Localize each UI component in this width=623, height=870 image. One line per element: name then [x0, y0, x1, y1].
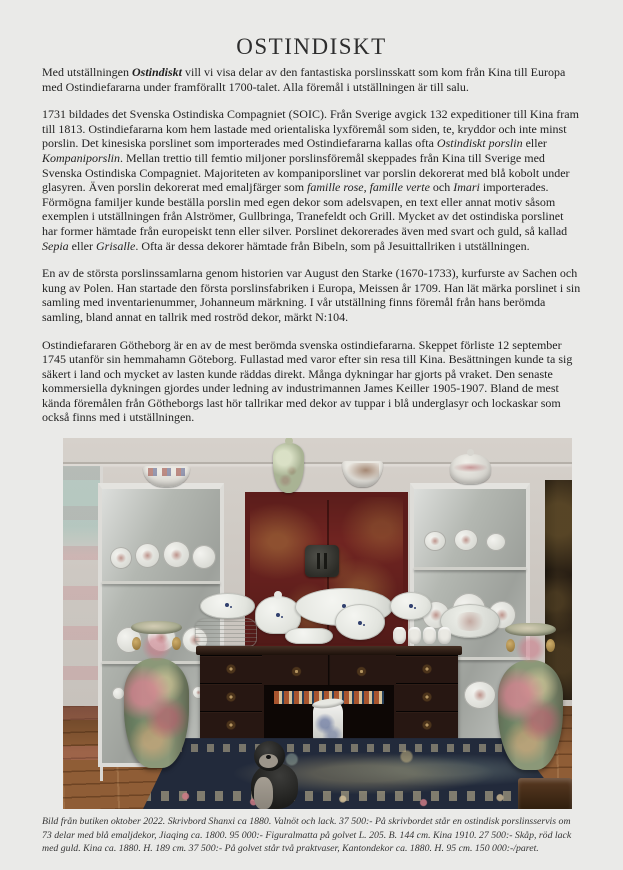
covered-tureen-on-right-cabinet	[450, 454, 491, 484]
round-plate	[390, 592, 432, 620]
covered-box	[424, 531, 446, 551]
vase-handle	[132, 637, 141, 650]
plate	[110, 547, 132, 569]
sugar-jar-row	[393, 622, 453, 644]
oval-platter	[200, 593, 255, 619]
canton-vase-right	[497, 623, 564, 773]
plate	[135, 543, 160, 568]
paragraph-soic-history: 1731 bildades det Svenska Ostindiska Compagniet (SOIC). Från Sverige avgick 132 expeditioner till Kina fram till 1813. Ostindiefararna kom hem lastade med orientaliska lyxföremål som siden, te, kryddor och inte minst porslin. Det kinesiska porslinet som importerades med Ostindiefararna kallas ofta Ostindiskt porslin eller Kompaniporslin. Mellan trettio till femtio miljoner porslinsföremål skeppades från Kina till Sverige med Svenska Ostindiska Compagniet. Majoriteten av kompaniporslinet var porslin dekorerat med blå kobolt under glasyren. Även porslin dekorerat med emaljfärger som famille rose, famille verte och Imari importerades. Förmögna familjer kunde beställa porslin med egen dekor som adelsvapen, en text eller annat motiv såsom exemplen i utställningen från Alströmer, Gullbringa, Tranefeldt och Grill. Mycket av det ostindiska porslinet har former hämtade från europeiskt tenn eller silver. Porslinet dekorerades även med svart och guld, så kallad Sepia eller Grisalle. Ofta är dessa dekorer hämtade från Bibeln, som på Jesuittallriken i utställningen.	[42, 107, 579, 253]
metal-lock-plate	[305, 545, 339, 577]
vase-body	[498, 660, 562, 770]
canton-vase-left	[123, 621, 190, 771]
plate-stack	[195, 618, 257, 648]
paragraph-gotheborg: Ostindiefararen Götheborg är en av de mest berömda svenska ostindiefararna. Skeppet förliste 12 september 1745 utanför sin hemmahamn Göteborg. Fullastad med varor efter sin resa till Kina. Besättningen kunde ta sig säkert i land och mycket av lasten kunde räddas direkt. Många dykningar har gjorts på vraket. Den senaste kommersiella dykningen gjordes under ledning av industrimannen James Keiller 1905-1907. Bland de mest kända föremålen från Götheborgs last hör tallrikar med dekor av tuppar i blå underglasyr och lockaskar som också finns med i utställningen.	[42, 337, 573, 425]
page-title: OSTINDISKT	[236, 34, 387, 59]
sugar-jar	[393, 627, 406, 644]
glass-shelf	[414, 567, 526, 570]
paragraph-intro: Med utställningen Ostindiskt vill vi visa delar av den fantastiska porslinsskatt som kom från Kina till Europa med Ostindiefararna under framförallt 1700-talet. Alla föremål i utställningen är till salu.	[42, 65, 566, 94]
dog-chest	[254, 777, 273, 809]
plate	[464, 681, 496, 709]
sugar-jar	[423, 627, 436, 644]
round-plate	[335, 604, 385, 640]
paragraph-august-den-starke: En av de största porslinssamlarna genom historien var August den Starke (1670-1733), kurfurste av Sachen och kung av Polen. Han startade den första porslinsfabriken i Europa, Meissen år 1709. Han lät märka porslinet i sin samling med inventarienummer, Johanneum märkning. I vår utställning finns föremål från hans berömda samling, bland annat en tallrik med roströd dekor, märkt N:104.	[42, 266, 581, 324]
vase-rim	[131, 621, 182, 634]
low-oval-dish	[285, 628, 333, 644]
picture-rail	[63, 462, 572, 464]
sugar-jar	[408, 627, 421, 644]
vase-handle	[546, 639, 555, 652]
desk-top	[196, 646, 462, 655]
plate	[192, 545, 216, 569]
display-cabinet-far-left	[63, 466, 103, 781]
vase-handle	[506, 639, 515, 652]
sugar-jar	[438, 627, 451, 644]
desk-center-drawers	[264, 655, 394, 686]
vase-body	[124, 658, 188, 768]
photo-caption: Bild från butiken oktober 2022. Skrivbord Shanxi ca 1880. Valnöt och lack. 37 500:- På skrivbordet står en ostindisk porslinsservis om 73 delar med blå emaljdekor, Jiaqing ca. 1800. 95 000:- Figuralmatta på golvet L. 205. B. 144 cm. Kina 1910. 27 500:- Skåp, röd lack med guld. Kina ca. 1880. H. 189 cm. 37 500:- På golvet står två praktvaser, Kantondekor ca. 1880. H. 95 cm. 150 000:-/paret.	[42, 816, 572, 855]
covered-box	[454, 529, 478, 551]
vase-rim	[505, 623, 556, 636]
glass-shelf	[102, 581, 220, 584]
wooden-stool	[518, 778, 572, 809]
plate	[163, 541, 190, 568]
dog	[245, 741, 301, 809]
shop-interior-photo	[63, 438, 572, 809]
covered-box	[486, 533, 506, 551]
vase-handle	[172, 637, 181, 650]
